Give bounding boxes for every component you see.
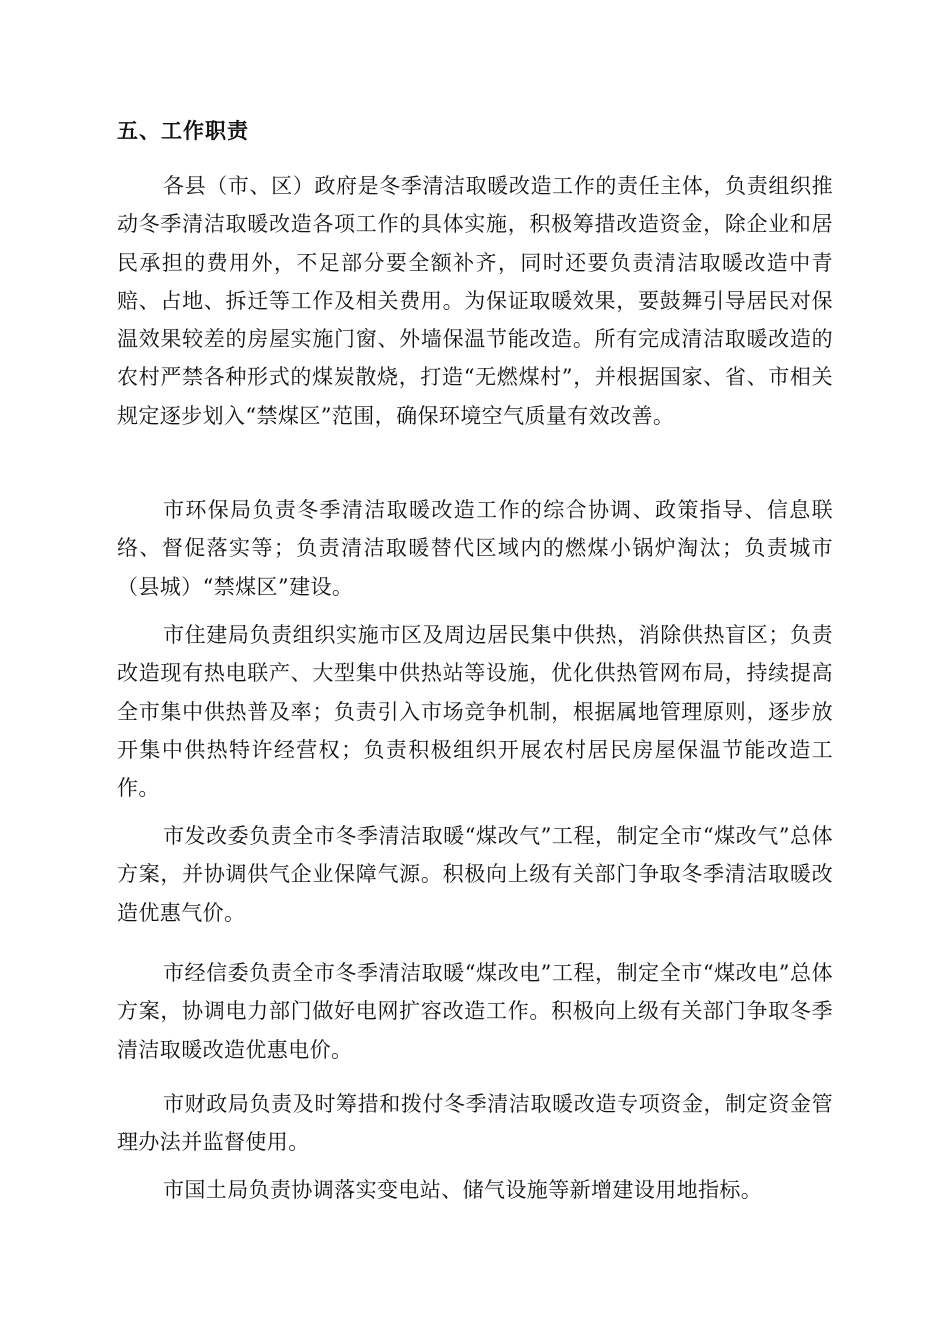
paragraph-development-commission: 市发改委负责全市冬季清洁取暖“煤改气”工程，制定全市“煤改气”总体方案，并协调供气企业保障气源。积极向上级有关部门争取冬季清洁取暖改造优惠气价。: [117, 824, 833, 925]
section-heading: 五、工作职责: [117, 118, 249, 143]
paragraph-county-government: 各县（市、区）政府是冬季清洁取暖改造工作的责任主体，负责组织推动冬季清洁取暖改造各项工作的具体实施，积极筹措改造资金，除企业和居民承担的费用外，不足部分要全额补齐，同时还要负责清洁取暖改造中青赔、占地、拆迁等工作及相关费用。为保证取暖效果，要鼓舞引导居民对保温效果较差的房屋实施门窗、外墙保温节能改造。所有完成清洁取暖改造的农村严禁各种形式的煤炭散烧，打造“无燃煤村”，并根据国家、省、市相关规定逐步划入“禁煤区”范围，确保环境空气质量有效改善。: [117, 174, 833, 428]
paragraph-housing-bureau: 市住建局负责组织实施市区及周边居民集中供热，消除供热盲区；负责改造现有热电联产、大型集中供热站等设施，优化供热管网布局，持续提高全市集中供热普及率；负责引入市场竞争机制，根据属地管理原则，逐步放开集中供热特许经营权；负责积极组织开展农村居民房屋保温节能改造工作。: [117, 623, 833, 801]
paragraph-land-bureau: 市国土局负责协调落实变电站、储气设施等新增建设用地指标。: [163, 1178, 763, 1202]
paragraph-finance-bureau: 市财政局负责及时筹措和拨付冬季清洁取暖改造专项资金，制定资金管理办法并监督使用。: [117, 1092, 833, 1155]
paragraph-environmental-bureau: 市环保局负责冬季清洁取暖改造工作的综合协调、政策指导、信息联络、督促落实等；负责清洁取暖替代区域内的燃煤小锅炉淘汰；负责城市（县城）“禁煤区”建设。: [117, 498, 833, 599]
paragraph-economic-commission: 市经信委负责全市冬季清洁取暖“煤改电”工程，制定全市“煤改电”总体方案，协调电力部门做好电网扩容改造工作。积极向上级有关部门争取冬季清洁取暖改造优惠电价。: [117, 961, 833, 1062]
